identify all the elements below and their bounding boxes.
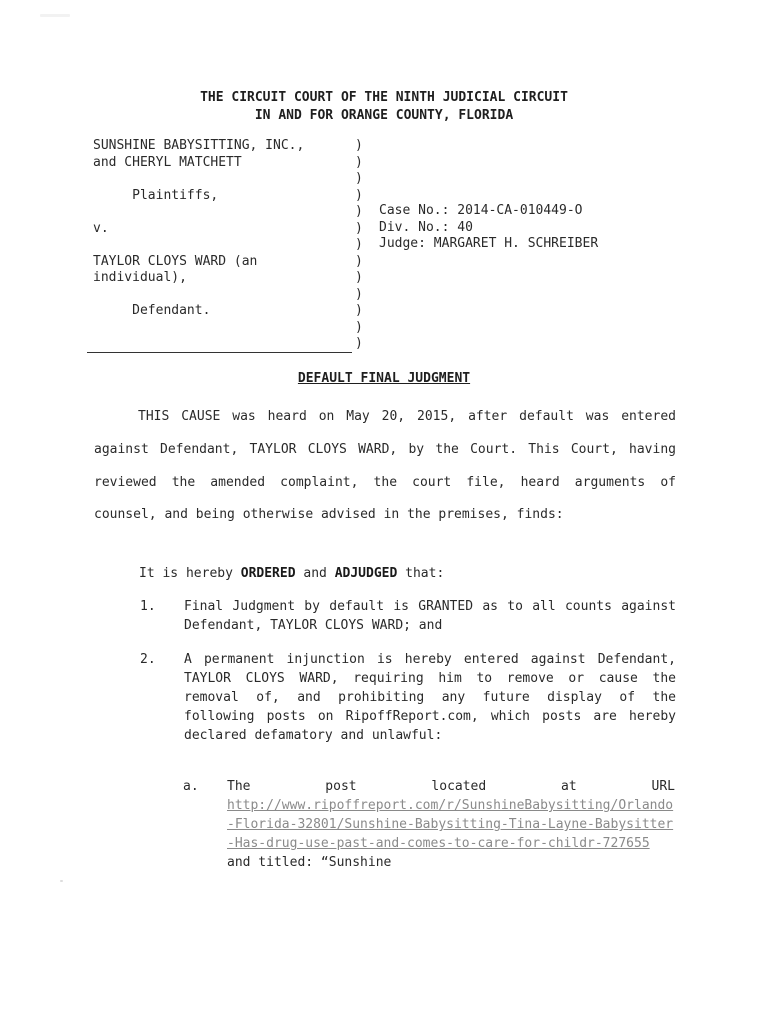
plaintiffs-label: Plaintiffs,: [93, 187, 219, 203]
court-heading-line-1: THE CIRCUIT COURT OF THE NINTH JUDICIAL CIRCUIT: [200, 90, 568, 105]
caption-blank: [93, 237, 353, 254]
ripoffreport-url-link[interactable]: http://www.ripoffreport.com/r/SunshineBabysitting/Orlando-Florida-32801/Sunshine-Babysitting-Tina-Layne-Babysitter-Has-drug-use-past-and-comes-to-care-for-childr-727655: [227, 798, 674, 851]
caption-paren: ): [355, 138, 363, 153]
subitem-word: URL: [651, 779, 675, 794]
item-number: 2.: [140, 652, 156, 667]
caption-underline: [87, 352, 352, 353]
caption-blank: [93, 204, 353, 221]
intro-paragraph: [94, 401, 676, 532]
caption-paren: ): [355, 171, 363, 186]
intro-paragraph-text: THIS CAUSE was heard on May 20, 2015, after default was entered against Defendant, TAYLOR CLOYS WARD, by the Court. This Court, having reviewed the amended complaint, the court file, heard arguments of counsel, and being otherwise advised in the premises, finds:: [94, 409, 676, 523]
case-number: Case No.: 2014-CA-010449-O: [379, 203, 583, 218]
item-text: A permanent injunction is hereby entered against Defendant, TAYLOR CLOYS WARD, requiring him to remove or cause the removal of, and prohibiting any future display of the following posts on RipoffReport.com, which posts are hereby declared defamatory and unlawful:: [184, 652, 676, 743]
adjudged-keyword: ADJUDGED: [334, 566, 398, 581]
caption-paren: ): [355, 319, 363, 335]
caption-paren: ): [355, 303, 363, 318]
division-number: Div. No.: 40: [379, 219, 473, 235]
subitem-first-line: [227, 777, 675, 796]
subitem-word: located: [431, 779, 487, 794]
court-heading-line-2: IN AND FOR ORANGE COUNTY, FLORIDA: [254, 108, 514, 123]
caption-paren: ): [355, 286, 363, 302]
judge-name: Judge: MARGARET H. SCHREIBER: [379, 236, 599, 251]
caption-paren: ): [355, 220, 363, 236]
plaintiff-name-line-2: and CHERYL MATCHETT: [93, 154, 242, 170]
subitem-letter: a.: [183, 779, 199, 794]
subitem-rest: [227, 796, 675, 872]
case-info: [379, 203, 598, 253]
caption-paren: ): [355, 253, 363, 269]
plaintiff-name-line-1: SUNSHINE BABYSITTING, INC.,: [93, 138, 305, 153]
document-title: DEFAULT FINAL JUDGMENT: [297, 371, 471, 386]
versus-label: v.: [93, 220, 109, 236]
subitem-word: post: [325, 779, 357, 794]
subitem-word: The: [227, 779, 251, 794]
caption-paren: ): [355, 237, 363, 252]
caption-paren: ): [355, 270, 363, 285]
caption-blank: [93, 287, 353, 304]
subitem-tail: and titled: “Sunshine: [227, 855, 392, 870]
defendant-label: Defendant.: [93, 303, 211, 318]
scan-speck: [40, 14, 70, 17]
caption-paren-column: [355, 138, 363, 353]
court-heading: [0, 89, 768, 125]
item-text: Final Judgment by default is GRANTED as to all counts against Defendant, TAYLOR CLOYS WARD; and: [184, 599, 676, 633]
caption-blank: [93, 171, 353, 188]
ordered-suffix: that:: [397, 566, 445, 581]
caption-paren: ): [355, 336, 363, 351]
caption-paren: ): [355, 204, 363, 219]
caption-paren: ): [355, 187, 363, 203]
subitem-text: [227, 777, 675, 872]
item-number: 1.: [140, 599, 156, 614]
ordered-keyword: ORDERED: [240, 566, 296, 581]
ordered-and: and: [295, 566, 335, 581]
subitem-word: at: [561, 779, 577, 794]
defendant-name-line-2: individual),: [93, 270, 187, 285]
case-caption-parties: [93, 138, 353, 320]
scan-speck: [60, 880, 63, 882]
ordered-statement: [139, 566, 679, 581]
caption-paren: ): [355, 154, 363, 170]
ordered-prefix: It is hereby: [139, 566, 241, 581]
defendant-name-line-1: TAYLOR CLOYS WARD (an: [93, 253, 258, 269]
